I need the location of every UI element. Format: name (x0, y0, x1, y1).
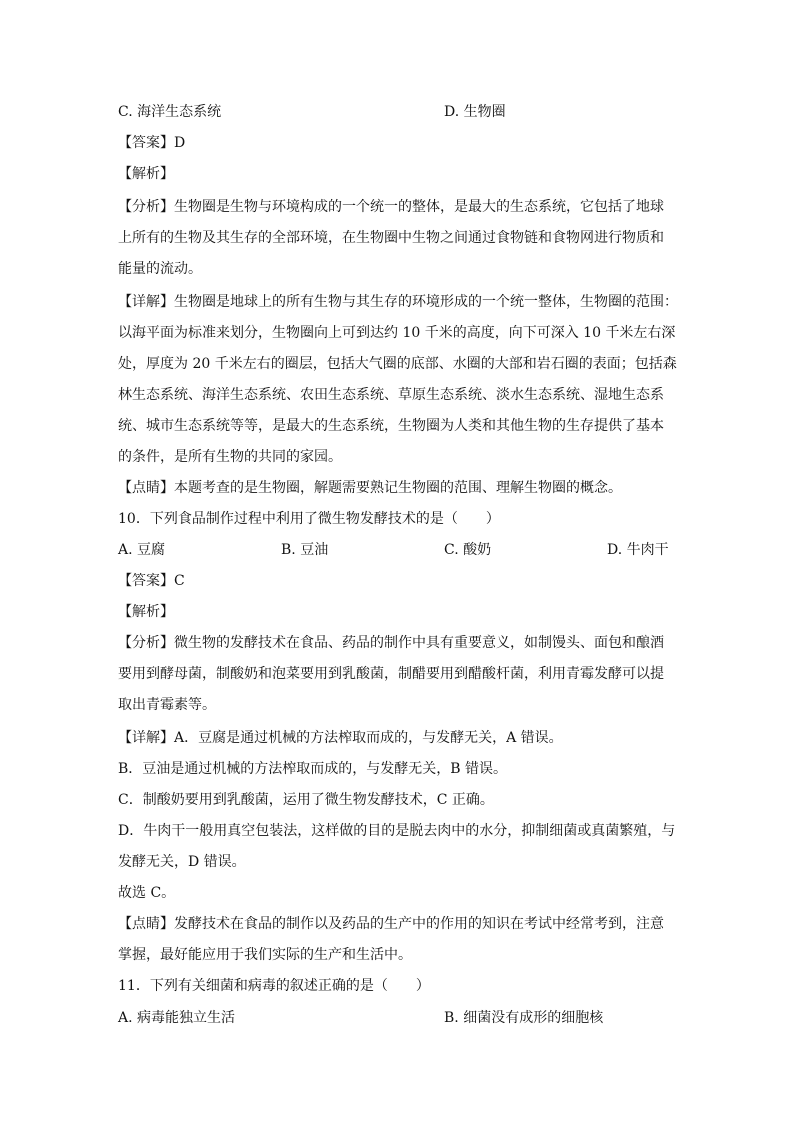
q10-xiangjie-line: D．牛肉干一般用真空包装法，这样做的目的是脱去肉中的水分，抑制细菌或真菌繁殖，与 (118, 823, 676, 839)
q9-xiangjie-line: 林生态系统、海洋生态系统、农田生态系统、草原生态系统、淡水生态系统、湿地生态系 (118, 387, 664, 403)
q10-option-d: D. 牛肉干 (607, 542, 669, 558)
q9-analysis-heading: 【解析】 (118, 166, 174, 182)
q10-analysis-heading: 【解析】 (118, 604, 174, 620)
q9-fenxi-line: 【分析】生物圈是生物与环境构成的一个统一的整体，是最大的生态系统，它包括了地球 (118, 199, 664, 215)
q10-xiangjie-line: C．制酸奶要用到乳酸菌，运用了微生物发酵技术，C 正确。 (118, 792, 494, 808)
q10-answer: 【答案】C (118, 573, 185, 589)
q10-fenxi-line: 要用到酵母菌，制酸奶和泡菜要用到乳酸菌，制醋要用到醋酸杆菌，利用青霉发酵可以提 (118, 666, 664, 682)
q9-fenxi-line: 上所有的生物及其生存的全部环境，在生物圈中生物之间通过食物链和食物网进行物质和 (118, 230, 664, 246)
q10-option-a: A. 豆腐 (118, 542, 166, 558)
q10-fenxi-line: 取出青霉素等。 (118, 697, 216, 713)
q9-dianjing: 【点睛】本题考查的是生物圈，解题需要熟记生物圈的范围、理解生物圈的概念。 (118, 480, 622, 496)
q9-option-d: D. 生物圈 (444, 104, 506, 120)
q10-dianjing-line: 掌握，最好能应用于我们实际的生产和生活中。 (118, 947, 412, 963)
q9-answer: 【答案】D (118, 135, 186, 151)
q9-xiangjie-line: 处，厚度为 20 千米左右的圈层，包括大气圈的底部、水圈的大部和岩石圈的表面；包括森 (118, 356, 677, 372)
q10-xiangjie-line: B．豆油是通过机械的方法榨取而成的，与发酵无关，B 错误。 (118, 761, 508, 777)
q9-fenxi-line: 能量的流动。 (118, 261, 202, 277)
q9-option-c: C. 海洋生态系统 (118, 104, 222, 120)
q11-stem: 11．下列有关细菌和病毒的叙述正确的是（ ） (118, 978, 430, 994)
q10-dianjing-line: 【点睛】发酵技术在食品的制作以及药品的生产中的作用的知识在考试中经常考到，注意 (118, 916, 664, 932)
q9-xiangjie-line: 的条件，是所有生物的共同的家园。 (118, 449, 342, 465)
q9-xiangjie-line: 以海平面为标准来划分，生物圈向上可到达约 10 千米的高度，向下可深入 10 千米左右深 (118, 325, 676, 341)
q10-fenxi-line: 【分析】微生物的发酵技术在食品、药品的制作中具有重要意义，如制馒头、面包和酿酒 (118, 635, 664, 651)
q10-xiangjie-line: 发酵无关，D 错误。 (118, 854, 246, 870)
q10-option-b: B. 豆油 (281, 542, 329, 558)
q11-option-b: B. 细菌没有成形的细胞核 (444, 1010, 604, 1026)
q11-option-a: A. 病毒能独立生活 (118, 1010, 236, 1026)
q10-xiangjie-line: 故选 C。 (118, 885, 176, 901)
q10-option-c: C. 酸奶 (444, 542, 492, 558)
q9-xiangjie-line: 统、城市生态系统等等，是最大的生态系统，生物圈为人类和其他生物的生存提供了基本 (118, 418, 664, 434)
q10-xiangjie-line: 【详解】A．豆腐是通过机械的方法榨取而成的，与发酵无关，A 错误。 (118, 730, 563, 746)
q9-xiangjie-line: 【详解】生物圈是地球上的所有生物与其生存的环境形成的一个统一整体，生物圈的范围： (118, 294, 678, 310)
q10-stem: 10．下列食品制作过程中利用了微生物发酵技术的是（ ） (118, 511, 500, 527)
